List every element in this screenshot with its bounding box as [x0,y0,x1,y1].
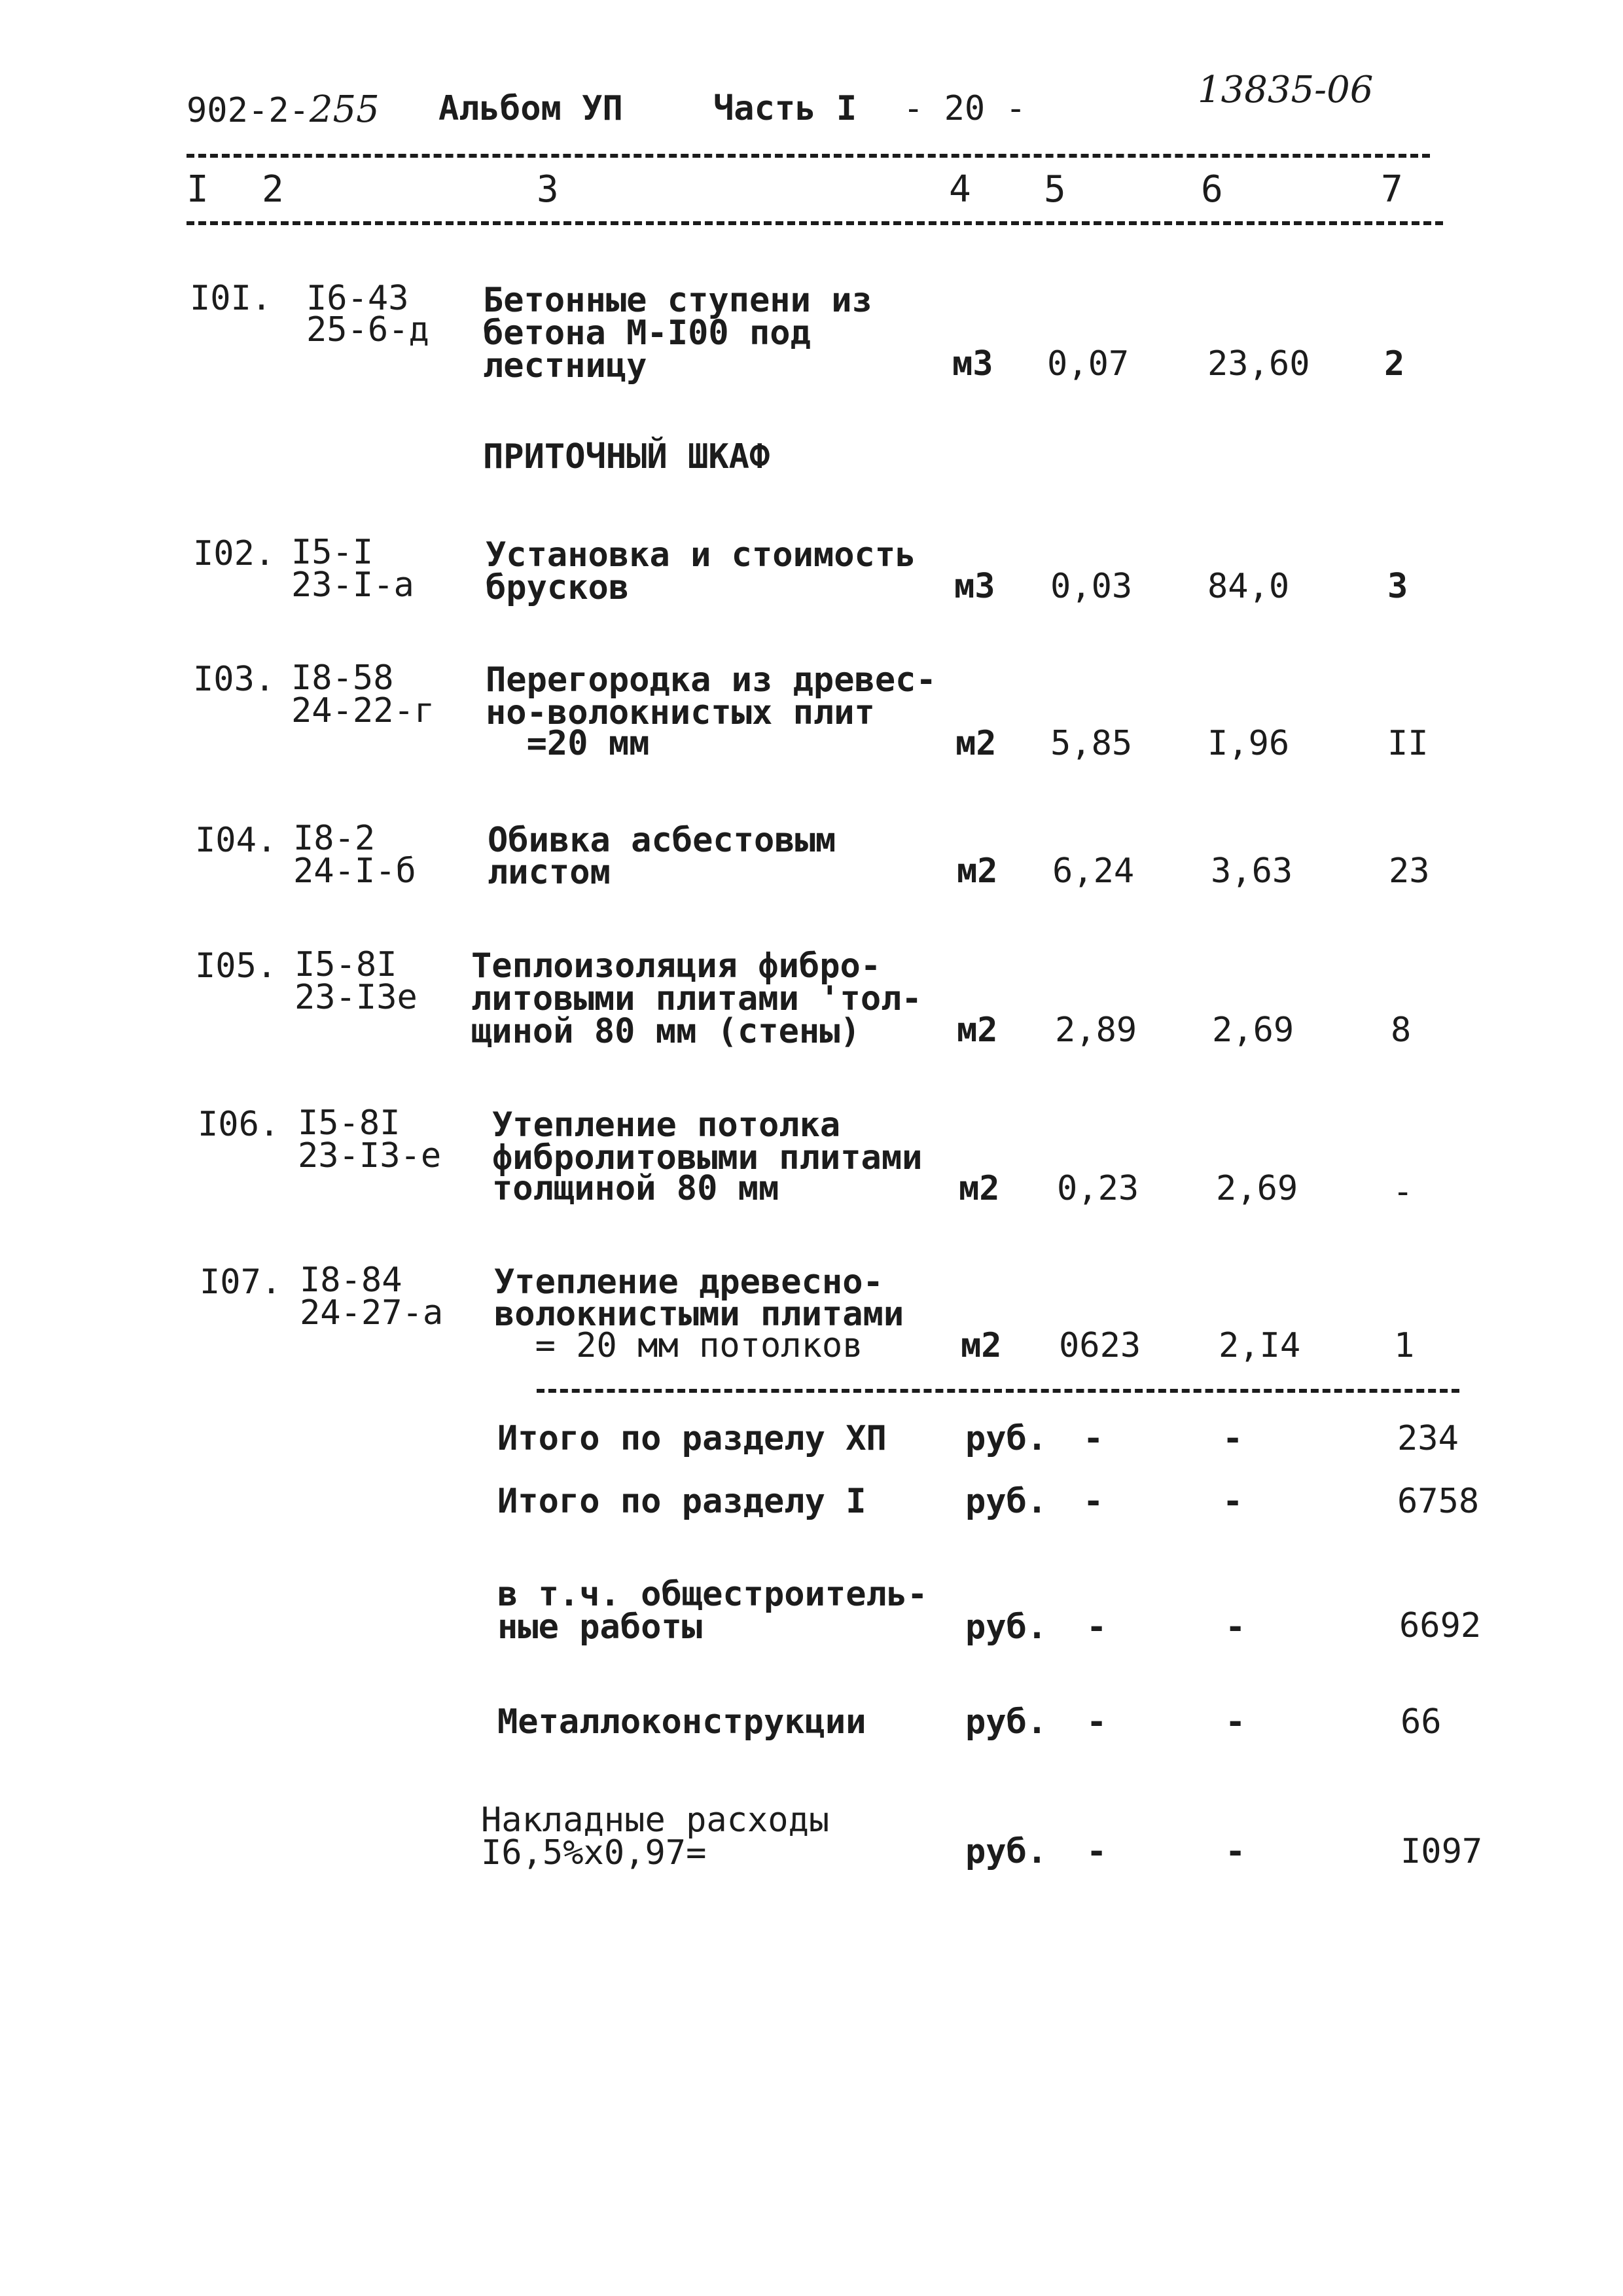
row-description-line: Утепление потолка [492,1105,841,1145]
header-divider-top [187,154,1430,158]
row-description-line: лестницу [483,346,647,386]
part-label: Часть I [713,89,857,128]
row-code-secondary: 25-6-д [306,310,429,350]
row-description-line: Бетонные ступени из [483,281,872,320]
totals-col6: - [1222,1482,1243,1521]
row-description-line: Обивка асбестовым [488,821,836,860]
col-header-1: I [187,168,209,211]
row-unit: м2 [955,724,997,763]
row-number: I06. [198,1105,280,1144]
row-code: I5-I [291,533,374,572]
reference-number: 13835-06 [1198,69,1374,111]
col-header-4: 4 [949,168,971,211]
row-description-line: Теплоизоляция фибро- [471,946,882,986]
row-description-line: Утепление древесно- [494,1263,883,1302]
row-description-line: брусков [486,568,630,607]
row-description-line: бетона М-I00 под [483,314,811,353]
totals-col6: - [1225,1607,1246,1647]
row-unit: м2 [961,1326,1002,1365]
totals-unit: руб. [965,1832,1048,1871]
row-unit: м2 [959,1169,1000,1208]
row-quantity: 0,23 [1057,1169,1139,1208]
row-unit-price: 23,60 [1207,344,1310,384]
row-description-line: толщиной 80 мм [492,1169,779,1208]
row-unit-price: 84,0 [1207,567,1290,606]
row-unit: м2 [957,852,998,891]
row-number: I07. [200,1263,282,1302]
row-unit-price: 2,I4 [1219,1326,1301,1365]
row-code: I8-58 [291,658,394,698]
col-header-6: 6 [1201,168,1223,211]
totals-unit: руб. [965,1702,1048,1742]
totals-label: I6,5%х0,97= [481,1833,707,1873]
totals-col6: - [1225,1702,1246,1742]
totals-unit: руб. [965,1482,1048,1521]
totals-label: Металлоконструкции [497,1702,866,1742]
row-number: I02. [193,534,276,573]
row-description-line: волокнистыми плитами [494,1295,904,1334]
row-description-line: фибролитовыми плитами [492,1138,923,1177]
totals-amount: 66 [1400,1702,1442,1742]
row-unit-price: 2,69 [1216,1169,1298,1208]
totals-col6: - [1222,1419,1243,1458]
row-quantity: 6,24 [1052,852,1135,891]
totals-col5: - [1083,1482,1104,1521]
row-total: 1 [1394,1326,1415,1365]
row-unit-price: 3,63 [1211,852,1293,891]
row-quantity: 0,07 [1047,344,1130,384]
totals-col5: - [1086,1702,1107,1742]
row-description-line: = 20 мм потолков [494,1326,863,1365]
row-description-line: листом [488,853,611,892]
row-code: I8-2 [293,819,376,858]
row-quantity: 2,89 [1055,1011,1137,1050]
row-description-line: но-волокнистых плит [486,693,875,732]
row-number: I03. [193,660,276,699]
row-code: I5-8I [294,945,397,984]
totals-label: Итого по разделу I [497,1482,866,1521]
totals-col5: - [1086,1607,1107,1647]
page-number: - 20 - [903,89,1026,128]
row-code-secondary: 23-I-а [291,565,414,605]
col-header-7: 7 [1381,168,1403,211]
totals-unit: руб. [965,1607,1048,1647]
row-number: I04. [195,821,277,860]
col-header-3: 3 [537,168,559,211]
totals-amount: 6692 [1399,1606,1482,1645]
section-heading: ПРИТОЧНЫЙ ШКАФ [483,437,770,476]
row-quantity: 0623 [1059,1326,1141,1365]
header-divider-bottom [187,221,1443,225]
row-total: 3 [1387,567,1408,606]
row-number: I0I. [190,279,272,318]
row-unit: м3 [952,344,993,384]
row-description-line: Перегородка из древес- [486,660,936,700]
row-description-line: Установка и стоимость [486,535,916,575]
row-unit-price: 2,69 [1212,1011,1294,1050]
row-unit-price: I,96 [1207,724,1290,763]
totals-label: ные работы [497,1607,703,1647]
row-code-secondary: 24-22-г [291,691,435,730]
doc-code-handwritten: 255 [309,88,380,131]
row-code-secondary: 24-27-а [300,1293,444,1333]
totals-col5: - [1086,1832,1107,1871]
totals-unit: руб. [965,1419,1048,1458]
row-description-line: =20 мм [486,724,650,763]
row-quantity: 5,85 [1050,724,1133,763]
album-label: Альбом УП [438,89,623,128]
totals-divider [537,1389,1459,1393]
col-header-2: 2 [262,168,284,211]
row-total: II [1387,724,1429,763]
row-code: I6-43 [306,279,409,318]
row-code: I8-84 [300,1261,402,1300]
row-code-secondary: 23-I3е [294,978,418,1017]
row-code-secondary: 23-I3-е [298,1136,442,1175]
row-unit: м3 [954,567,995,606]
totals-col5: - [1083,1419,1104,1458]
totals-amount: 6758 [1397,1482,1480,1521]
row-number: I05. [195,946,277,986]
totals-amount: I097 [1400,1832,1483,1871]
doc-code: 902-2-255 [187,88,380,131]
row-description-line: литовыми плитами 'тол- [471,979,922,1018]
totals-amount: 234 [1397,1419,1459,1458]
row-total: 2 [1384,344,1405,384]
row-total: 23 [1389,852,1430,891]
row-code: I5-8I [298,1103,401,1143]
row-unit: м2 [957,1011,998,1050]
row-code-secondary: 24-I-б [293,852,416,891]
totals-label: Накладные расходы [481,1801,830,1840]
row-total: - [1393,1172,1414,1211]
col-header-5: 5 [1044,168,1066,211]
totals-label: Итого по разделу XП [497,1419,887,1458]
row-description-line: щиной 80 мм (стены) [471,1012,861,1051]
row-total: 8 [1391,1011,1412,1050]
totals-col6: - [1225,1832,1246,1871]
totals-label: в т.ч. общестроитель- [497,1575,928,1614]
row-quantity: 0,03 [1050,567,1133,606]
